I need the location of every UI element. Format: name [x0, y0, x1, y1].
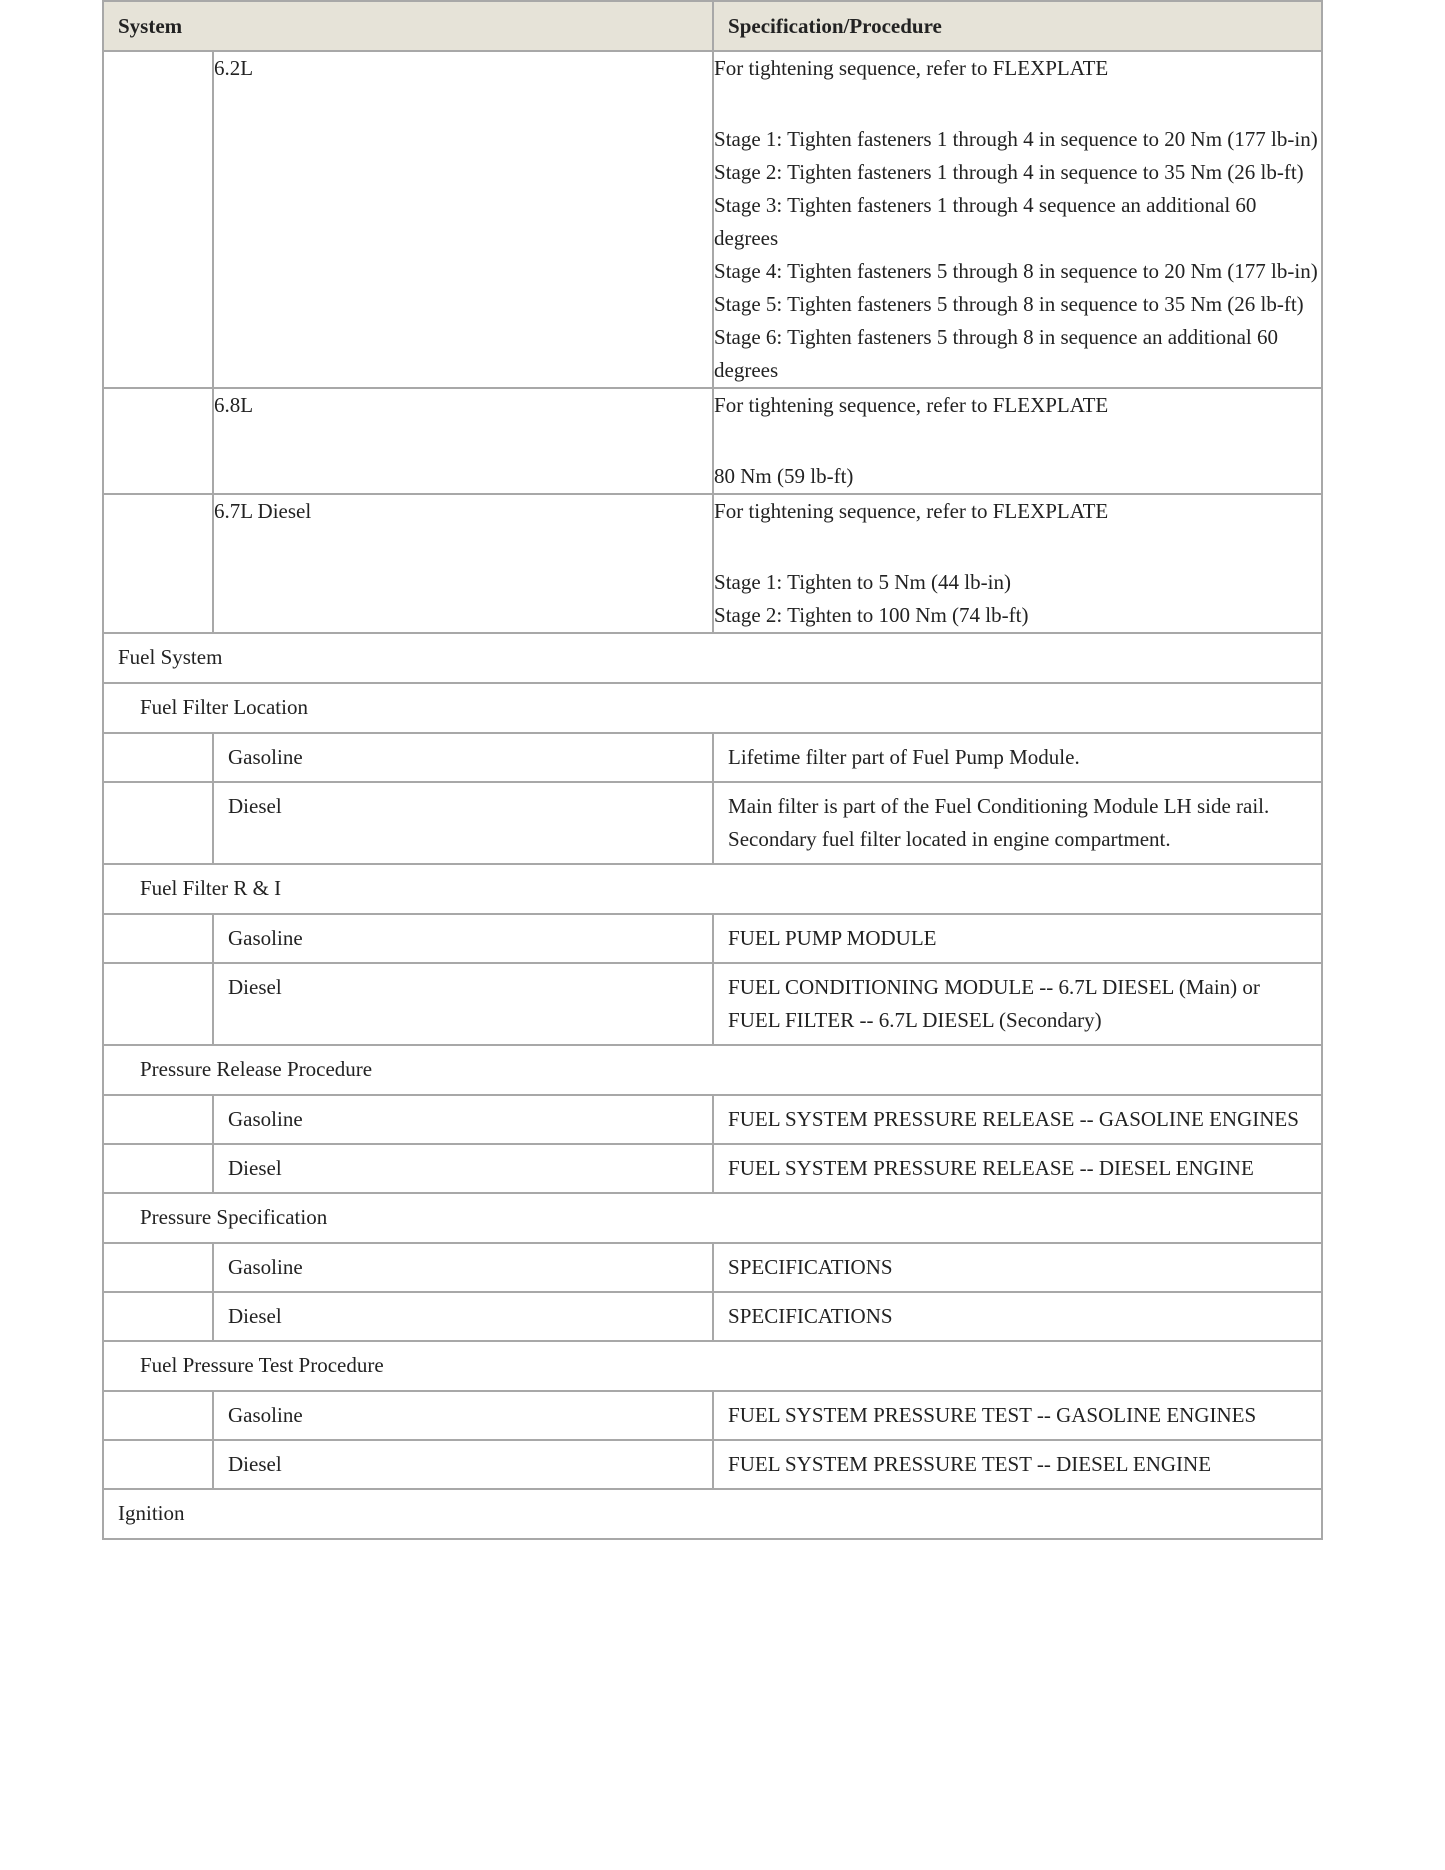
- spec-value: SPECIFICATIONS: [713, 1243, 1322, 1292]
- spec-value: FUEL CONDITIONING MODULE -- 6.7L DIESEL (Main) or FUEL FILTER -- 6.7L DIESEL (Secondary): [713, 963, 1322, 1045]
- flexplate-reference: For tightening sequence, refer to FLEXPLATE: [714, 56, 1109, 80]
- header-spec: Specification/Procedure: [713, 1, 1322, 51]
- indent-cell: [103, 782, 213, 864]
- spacer: [714, 528, 1321, 566]
- flexplate-reference: For tightening sequence, refer to FLEXPLATE: [714, 499, 1109, 523]
- torque-stage: 80 Nm (59 lb-ft): [714, 464, 854, 488]
- torque-stage: Stage 2: Tighten to 100 Nm (74 lb-ft): [714, 603, 1029, 627]
- torque-stage: Stage 1: Tighten to 5 Nm (44 lb-in): [714, 570, 1011, 594]
- engine-name: 6.7L Diesel: [213, 494, 713, 633]
- torque-stage: Stage 6: Tighten fasteners 5 through 8 in sequence an additional 60 degrees: [714, 325, 1279, 382]
- fuel-type: Gasoline: [213, 733, 713, 782]
- procedure-cell: [713, 388, 1322, 494]
- indent-cell: [103, 1144, 213, 1193]
- section-row-fuel-system: [103, 633, 1322, 683]
- fuel-type: Diesel: [213, 1292, 713, 1341]
- engine-name: 6.2L: [213, 51, 713, 388]
- subsection-row: [103, 683, 1322, 733]
- fuel-type: Diesel: [213, 963, 713, 1045]
- subsection-row: [103, 1193, 1322, 1243]
- section-row-ignition: [103, 1489, 1322, 1539]
- subsection-title: Fuel Filter Location: [103, 683, 1322, 733]
- section-title: Ignition: [103, 1489, 1322, 1539]
- fuel-type: Gasoline: [213, 1095, 713, 1144]
- spec-value: FUEL SYSTEM PRESSURE TEST -- DIESEL ENGINE: [713, 1440, 1322, 1489]
- spec-value: SPECIFICATIONS: [713, 1292, 1322, 1341]
- engine-row: [103, 51, 1322, 388]
- table-row: [103, 782, 1322, 864]
- fuel-type: Gasoline: [213, 1243, 713, 1292]
- table-row: [103, 914, 1322, 963]
- table-row: [103, 1243, 1322, 1292]
- indent-cell: [103, 963, 213, 1045]
- table-row: [103, 1440, 1322, 1489]
- section-title: Fuel System: [103, 633, 1322, 683]
- table-row: [103, 1095, 1322, 1144]
- subsection-row: [103, 1341, 1322, 1391]
- indent-cell: [103, 51, 213, 388]
- indent-cell: [103, 1095, 213, 1144]
- spacer: [714, 85, 1321, 123]
- table-row: [103, 1391, 1322, 1440]
- indent-cell: [103, 494, 213, 633]
- table-row: [103, 733, 1322, 782]
- torque-stage: Stage 3: Tighten fasteners 1 through 4 sequence an additional 60 degrees: [714, 193, 1257, 250]
- spec-value: Lifetime filter part of Fuel Pump Module.: [713, 733, 1322, 782]
- fuel-type: Gasoline: [213, 914, 713, 963]
- subsection-title: Fuel Pressure Test Procedure: [103, 1341, 1322, 1391]
- indent-cell: [103, 914, 213, 963]
- engine-row: [103, 494, 1322, 633]
- spacer: [714, 422, 1321, 460]
- torque-stage: Stage 4: Tighten fasteners 5 through 8 in sequence to 20 Nm (177 lb-in): [714, 259, 1318, 283]
- specification-table: [102, 0, 1323, 1540]
- indent-cell: [103, 1391, 213, 1440]
- fuel-type: Diesel: [213, 1440, 713, 1489]
- procedure-cell: [713, 51, 1322, 388]
- engine-row: [103, 388, 1322, 494]
- spec-value: FUEL SYSTEM PRESSURE RELEASE -- GASOLINE ENGINES: [713, 1095, 1322, 1144]
- torque-stage: Stage 2: Tighten fasteners 1 through 4 in sequence to 35 Nm (26 lb-ft): [714, 160, 1304, 184]
- spec-value: FUEL PUMP MODULE: [713, 914, 1322, 963]
- table-row: [103, 1144, 1322, 1193]
- subsection-row: [103, 864, 1322, 914]
- header-system: System: [103, 1, 713, 51]
- fuel-type: Diesel: [213, 782, 713, 864]
- table-body: [103, 51, 1322, 1539]
- indent-cell: [103, 1243, 213, 1292]
- torque-stage: Stage 5: Tighten fasteners 5 through 8 in sequence to 35 Nm (26 lb-ft): [714, 292, 1304, 316]
- torque-stage: Stage 1: Tighten fasteners 1 through 4 in sequence to 20 Nm (177 lb-in): [714, 127, 1318, 151]
- subsection-title: Fuel Filter R & I: [103, 864, 1322, 914]
- fuel-type: Gasoline: [213, 1391, 713, 1440]
- spec-value: FUEL SYSTEM PRESSURE TEST -- GASOLINE ENGINES: [713, 1391, 1322, 1440]
- spec-value: FUEL SYSTEM PRESSURE RELEASE -- DIESEL ENGINE: [713, 1144, 1322, 1193]
- table-header-row: [103, 1, 1322, 51]
- subsection-title: Pressure Specification: [103, 1193, 1322, 1243]
- indent-cell: [103, 1292, 213, 1341]
- fuel-type: Diesel: [213, 1144, 713, 1193]
- engine-name: 6.8L: [213, 388, 713, 494]
- table-row: [103, 963, 1322, 1045]
- table-row: [103, 1292, 1322, 1341]
- procedure-cell: [713, 494, 1322, 633]
- spec-value: Main filter is part of the Fuel Conditioning Module LH side rail. Secondary fuel filter located in engine compartment.: [713, 782, 1322, 864]
- indent-cell: [103, 733, 213, 782]
- indent-cell: [103, 1440, 213, 1489]
- subsection-row: [103, 1045, 1322, 1095]
- indent-cell: [103, 388, 213, 494]
- flexplate-reference: For tightening sequence, refer to FLEXPLATE: [714, 393, 1109, 417]
- subsection-title: Pressure Release Procedure: [103, 1045, 1322, 1095]
